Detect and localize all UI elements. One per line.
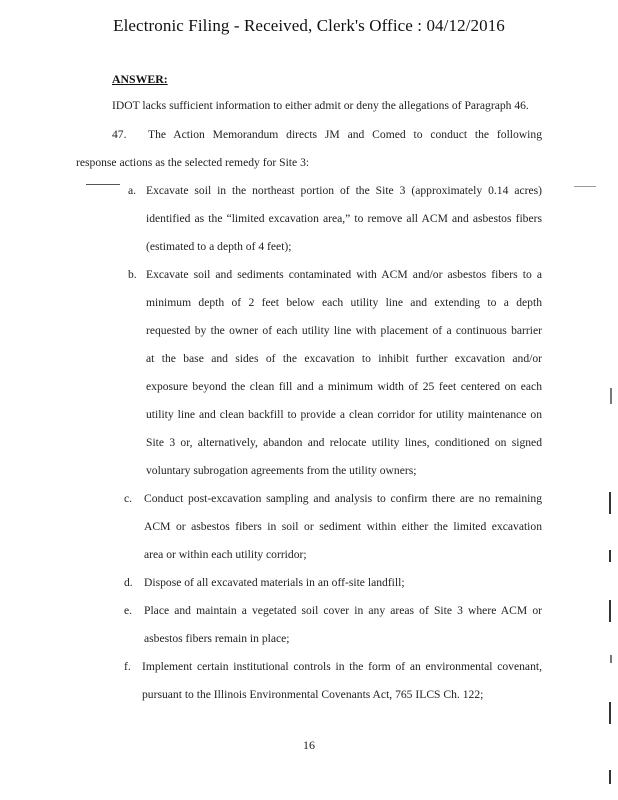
list-item-line: minimum depth of 2 feet below each utility line and extending to a depth (146, 296, 542, 309)
scan-artifact-bar (610, 655, 612, 663)
answer-heading: ANSWER: (112, 72, 168, 86)
list-item-line: area or within each utility corridor; (144, 548, 307, 561)
list-item-line: Conduct post-excavation sampling and analysis to confirm there are no remaining (144, 492, 542, 505)
scan-artifact-bar (609, 702, 611, 724)
list-marker: c. (124, 492, 133, 505)
list-item-line: asbestos fibers remain in place; (144, 632, 290, 645)
page-number: 16 (303, 738, 315, 752)
list-item-line: pursuant to the Illinois Environmental Covenants Act, 765 ILCS Ch. 122; (142, 688, 484, 701)
filing-header: Electronic Filing - Received, Clerk's Office : 04/12/2016 (113, 16, 505, 35)
scan-artifact-bar (609, 770, 611, 784)
scan-artifact-dash (86, 184, 120, 185)
list-item-line: Site 3 or, alternatively, abandon and relocate utility lines, conditioned on signed (146, 436, 542, 449)
list-item-line: Excavate soil in the northeast portion of the Site 3 (approximately 0.14 acres) (146, 184, 542, 197)
list-item-line: Implement certain institutional controls in the form of an environmental covenant, (142, 660, 542, 673)
list-marker: e. (124, 604, 133, 617)
list-item-line: exposure beyond the clean fill and a minimum width of 25 feet centered on each (146, 380, 542, 393)
list-marker: a. (128, 184, 137, 197)
scan-artifact-dash (574, 186, 596, 187)
list-item-line: Dispose of all excavated materials in an off-site landfill; (144, 576, 405, 589)
list-item-line: ACM or asbestos fibers in soil or sediment within either the limited excavation (144, 520, 542, 533)
list-item-line: voluntary subrogation agreements from the utility owners; (146, 464, 417, 477)
list-item-line: Place and maintain a vegetated soil cover in any areas of Site 3 where ACM or (144, 604, 542, 617)
list-marker: f. (124, 660, 131, 673)
answer-text: IDOT lacks sufficient information to either admit or deny the allegations of Paragraph 46. (112, 99, 529, 112)
list-item-line: requested by the owner of each utility line with placement of a continuous barrier (146, 324, 542, 337)
list-marker: d. (124, 576, 133, 589)
scan-artifact-bar (610, 388, 612, 404)
paragraph-47-line-1: The Action Memorandum directs JM and Comed to conduct the following (148, 128, 542, 141)
scan-artifact-bar (609, 600, 611, 622)
scan-artifact-bar (609, 492, 611, 514)
list-item-line: Excavate soil and sediments contaminated with ACM and/or asbestos fibers to a (146, 268, 542, 281)
paragraph-47-line-2: response actions as the selected remedy for Site 3: (76, 156, 310, 169)
scan-artifact-bar (609, 550, 611, 562)
list-item-line: identified as the “limited excavation area,” to remove all ACM and asbestos fibers (146, 212, 542, 225)
list-item-line: (estimated to a depth of 4 feet); (146, 240, 292, 253)
list-item-line: at the base and sides of the excavation to inhibit further excavation and/or (146, 352, 542, 365)
paragraph-number: 47. (112, 128, 127, 141)
list-item-line: utility line and clean backfill to provide a clean corridor for utility maintenance on (146, 408, 542, 421)
list-marker: b. (128, 268, 137, 281)
